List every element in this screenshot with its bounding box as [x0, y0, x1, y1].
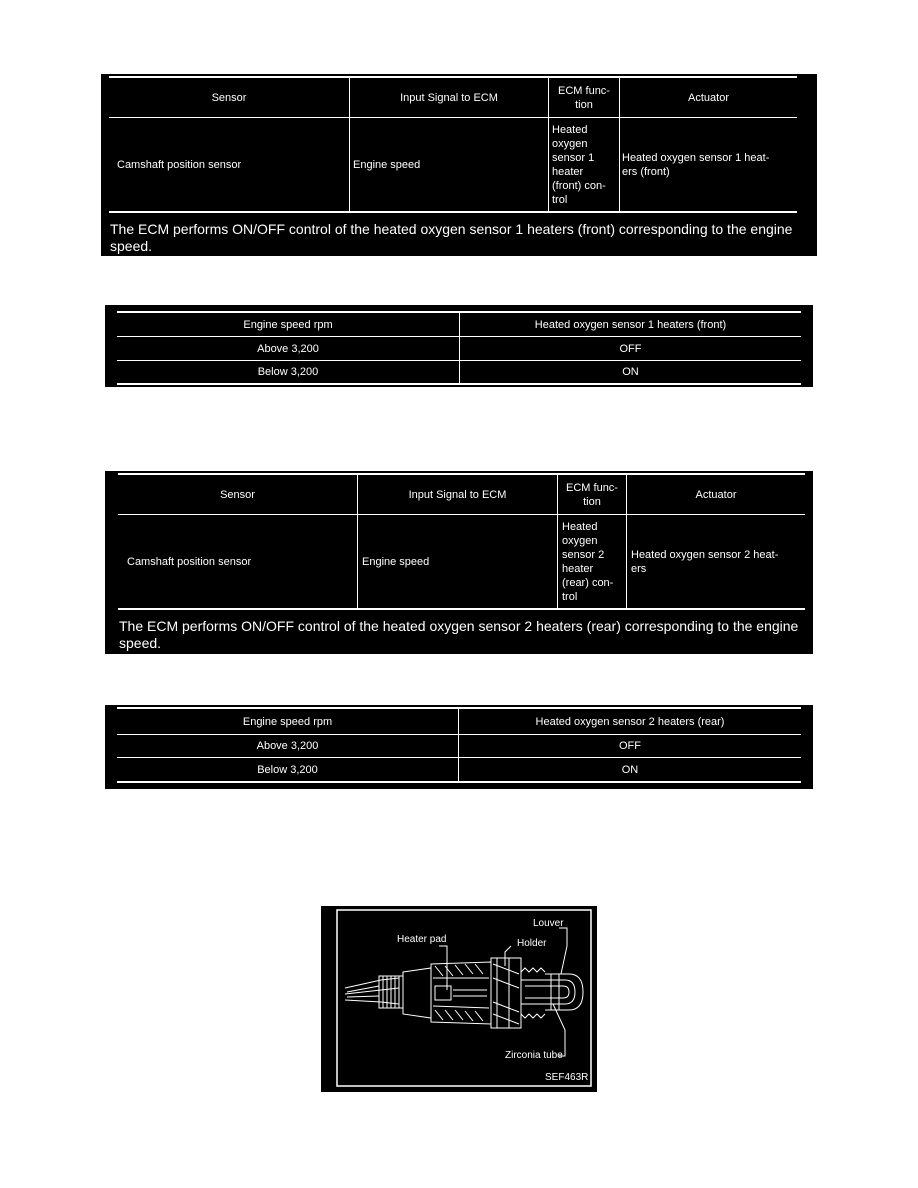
row-speed: Above 3,200	[257, 342, 319, 355]
table-bottom-rule	[117, 383, 801, 385]
cell-ecm-function: Heated oxygen sensor 1 heater (front) con- trol	[552, 123, 606, 206]
sensor-cross-section-drawing	[321, 906, 597, 1092]
row-state: OFF	[619, 342, 642, 355]
cell-actuator: Heated oxygen sensor 2 heat- ers	[631, 548, 779, 575]
cell-sensor: Camshaft position sensor	[117, 158, 242, 171]
row-speed: Below 3,200	[257, 763, 318, 776]
ecm-control-table-front	[101, 74, 817, 256]
row-state: ON	[622, 366, 639, 378]
row-speed: Above 3,200	[256, 740, 319, 752]
cell-actuator: Heated oxygen sensor 1 heat- ers (front)	[622, 151, 770, 178]
header-sensor: Sensor	[220, 488, 255, 501]
header-heater-state: Heated oxygen sensor 1 heaters (front)	[534, 318, 727, 331]
table-bottom-rule	[109, 211, 797, 213]
header-input-signal: Input Signal to ECM	[400, 91, 498, 104]
engine-speed-heater-table-front	[105, 305, 813, 387]
row-state: OFF	[619, 740, 641, 752]
table-bottom-rule	[118, 608, 805, 610]
header-ecm-function: ECM func- tion	[558, 84, 610, 111]
figure-code: SEF463R	[545, 1072, 589, 1083]
cell-ecm-function: Heated oxygen sensor 2 heater (rear) con- trol	[562, 520, 614, 603]
cell-input-signal: Engine speed	[362, 555, 430, 568]
cell-input-signal: Engine speed	[353, 158, 421, 171]
engine-speed-heater-table-rear	[105, 705, 813, 789]
header-actuator: Actuator	[695, 488, 737, 501]
label-heater-pad: Heater pad	[397, 934, 447, 945]
header-engine-speed: Engine speed rpm	[243, 318, 333, 331]
cell-sensor: Camshaft position sensor	[127, 555, 252, 568]
table-bottom-rule	[117, 781, 801, 783]
label-zirconia-tube: Zirconia tube	[505, 1050, 563, 1061]
row-speed: Below 3,200	[257, 366, 319, 378]
header-heater-state: Heated oxygen sensor 2 heaters (rear)	[535, 715, 725, 728]
table-note: The ECM performs ON/OFF control of the heated oxygen sensor 2 heaters (rear) corresponding to the engine speed.	[119, 618, 799, 651]
header-input-signal: Input Signal to ECM	[408, 488, 507, 501]
header-engine-speed: Engine speed rpm	[242, 715, 333, 728]
label-holder: Holder	[517, 938, 547, 949]
ecm-control-table-rear	[105, 471, 813, 654]
row-state: ON	[621, 763, 639, 776]
header-sensor: Sensor	[211, 91, 247, 104]
oxygen-sensor-diagram	[321, 906, 597, 1092]
header-actuator: Actuator	[688, 91, 729, 104]
header-ecm-function: ECM func- tion	[566, 481, 618, 508]
table-note: The ECM performs ON/OFF control of the heated oxygen sensor 1 heaters (front) corresponding to the engine speed.	[110, 221, 793, 254]
label-louver: Louver	[533, 918, 564, 929]
